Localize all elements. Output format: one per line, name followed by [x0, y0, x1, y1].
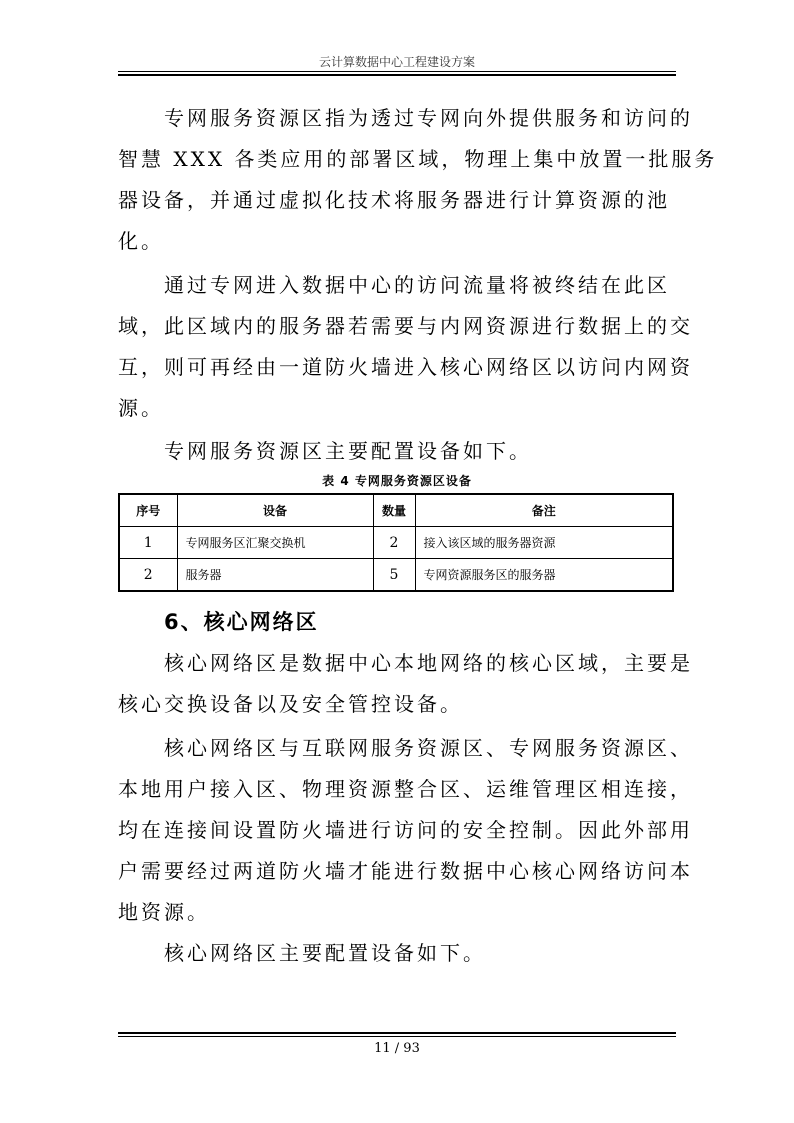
section-heading: 6、核心网络区: [164, 610, 319, 634]
paragraph-line: 核心网络区主要配置设备如下。: [164, 941, 486, 965]
paragraph-core-network-equipment-lead: [118, 933, 678, 974]
paragraph-line: 器设备，并通过虚拟化技术将服务器进行计算资源的池: [118, 188, 670, 212]
paragraph-line: 户需要经过两道防火墙才能进行数据中心核心网络访问本: [118, 859, 693, 883]
table-row: [119, 527, 673, 559]
cell-device: 服务器: [177, 559, 373, 592]
paragraph-line: 通过专网进入数据中心的访问流量将被终结在此区: [164, 273, 670, 297]
paragraph-line: 本地用户接入区、物理资源整合区、运维管理区相连接，: [118, 777, 693, 801]
paragraph-line: 域，此区域内的服务器若需要与内网资源进行数据上的交: [118, 314, 693, 338]
paragraph-line: 核心网络区与互联网服务资源区、专网服务资源区、: [164, 736, 693, 760]
equipment-table: [118, 493, 674, 592]
paragraph-line: 核心网络区是数据中心本地网络的核心区域，主要是: [164, 651, 693, 675]
paragraph-line: 均在连接间设置防火墙进行访问的安全控制。因此外部用: [118, 818, 693, 842]
paragraph-line: 互，则可再经由一道防火墙进入核心网络区以访问内网资: [118, 355, 693, 379]
paragraph-private-network-equipment-lead: [118, 431, 678, 472]
column-header-quantity: 数量: [373, 494, 415, 527]
cell-index: 2: [119, 559, 177, 592]
footer-rule: [118, 1036, 676, 1037]
cell-quantity: 2: [373, 527, 415, 559]
column-header-index: 序号: [119, 494, 177, 527]
footer-rule-thick: [118, 1032, 676, 1034]
paragraph-line: 专网服务资源区指为透过专网向外提供服务和访问的: [164, 106, 693, 130]
paragraph-line: 源。: [118, 396, 164, 420]
paragraph-line: 化。: [118, 229, 164, 253]
paragraph-core-network-connections: [118, 728, 693, 933]
cell-device: 专网服务区汇聚交换机: [177, 527, 373, 559]
cell-notes: 专网资源服务区的服务器: [415, 559, 673, 592]
cell-quantity: 5: [373, 559, 415, 592]
paragraph-private-network-intro: [118, 98, 718, 262]
table-row: [119, 559, 673, 592]
header-rule-thick: [118, 74, 676, 76]
column-header-notes: 备注: [415, 494, 673, 527]
running-header-title: 云计算数据中心工程建设方案: [318, 55, 475, 69]
header-rule: [118, 71, 676, 72]
paragraph-line: 核心交换设备以及安全管控设备。: [118, 692, 463, 716]
paragraph-line: 专网服务资源区主要配置设备如下。: [164, 439, 532, 463]
column-header-device: 设备: [177, 494, 373, 527]
paragraph-line: 地资源。: [118, 900, 210, 924]
paragraph-line: 智慧 XXX 各类应用的部署区域，物理上集中放置一批服务: [118, 147, 718, 171]
paragraph-private-network-traffic: [118, 265, 693, 429]
table-caption: 表 4 专网服务资源区设备: [322, 474, 472, 488]
paragraph-core-network-intro: [118, 643, 693, 725]
cell-index: 1: [119, 527, 177, 559]
cell-notes: 接入该区域的服务器资源: [415, 527, 673, 559]
page-number: 11 / 93: [374, 1041, 420, 1056]
table-header-row: [119, 494, 673, 527]
